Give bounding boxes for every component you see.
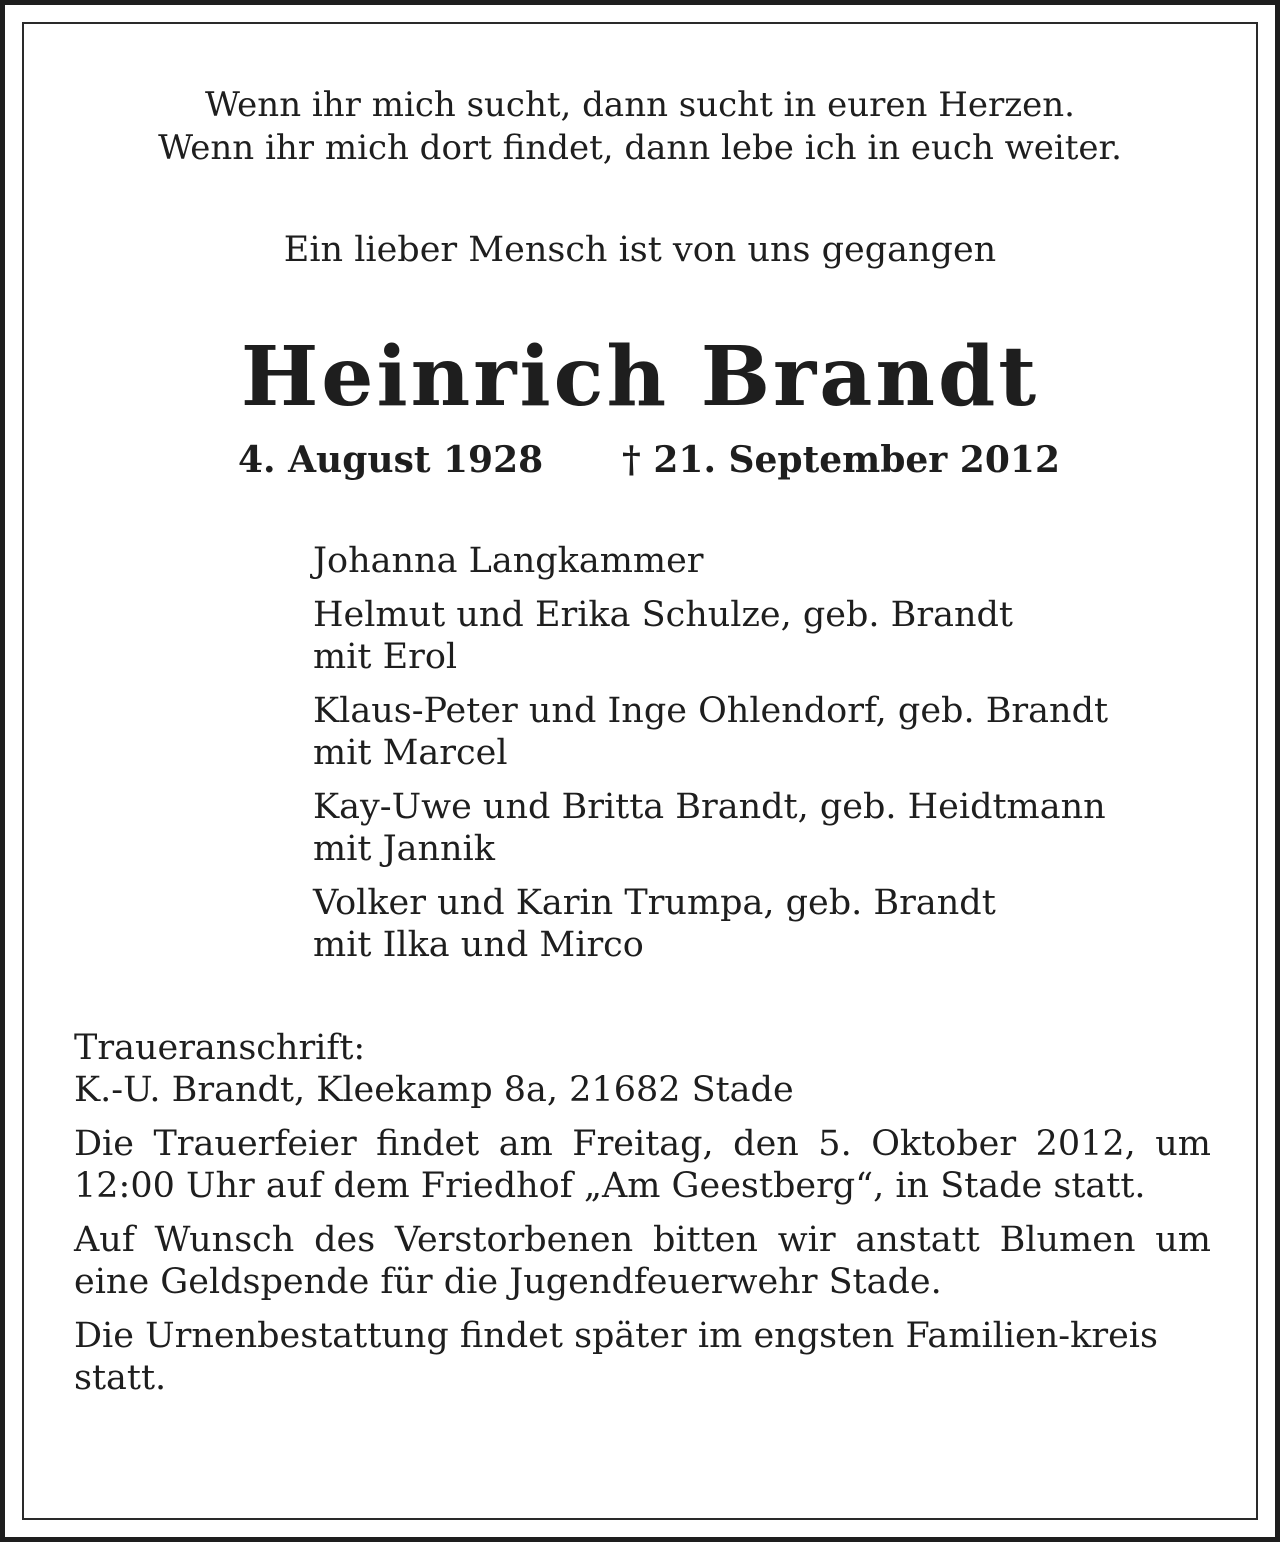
birth-date: 4. August 1928 (238, 439, 544, 481)
mourner-group (313, 882, 1243, 966)
mourner-group (313, 594, 1243, 678)
mourner-line: Klaus-Peter und Inge Ohlendorf, geb. Brandt (313, 691, 1109, 731)
ceremony-text: Die Trauerfeier findet am Freitag, den 5. Oktober 2012, um 12:00 Uhr auf dem Friedhof „Am Geestberg“, in Stade statt. (74, 1124, 1211, 1206)
mourner-group (313, 786, 1243, 870)
address-text: K.-U. Brandt, Kleekamp 8a, 21682 Stade (74, 1070, 794, 1110)
motto (0, 84, 1280, 170)
mourner-line: mit Jannik (313, 829, 495, 869)
mourner-line: mit Ilka und Mirco (313, 925, 644, 965)
mourners-list (313, 540, 1243, 978)
mourner-line: mit Erol (313, 637, 458, 677)
mourner-line: mit Marcel (313, 733, 508, 773)
deceased-name: Heinrich Brandt (240, 329, 1040, 425)
intro-text: Ein lieber Mensch ist von uns gegangen (283, 230, 997, 270)
donation-text: Auf Wunsch des Verstorbenen bitten wir anstatt Blumen um eine Geldspende für die Jugendfeuerwehr Stade. (74, 1220, 1211, 1302)
motto-line-1: Wenn ihr mich sucht, dann sucht in euren Herzen. (205, 85, 1075, 125)
mourner-group (313, 540, 1243, 582)
mourner-line: Johanna Langkammer (313, 541, 704, 581)
motto-line-2: Wenn ihr mich dort findet, dann lebe ich in euch weiter. (158, 128, 1122, 168)
address-block (74, 1027, 1211, 1111)
mourner-line: Kay-Uwe und Britta Brandt, geb. Heidtmann (313, 787, 1106, 827)
footer-info (74, 1027, 1211, 1411)
address-label: Traueranschrift: (74, 1028, 366, 1068)
burial-text: Die Urnenbestattung findet später im engsten Familien-kreis statt. (74, 1316, 1158, 1398)
mourner-line: Helmut und Erika Schulze, geb. Brandt (313, 595, 1013, 635)
mourner-group (313, 690, 1243, 774)
death-date: † 21. September 2012 (622, 439, 1060, 481)
mourner-line: Volker und Karin Trumpa, geb. Brandt (313, 883, 996, 923)
